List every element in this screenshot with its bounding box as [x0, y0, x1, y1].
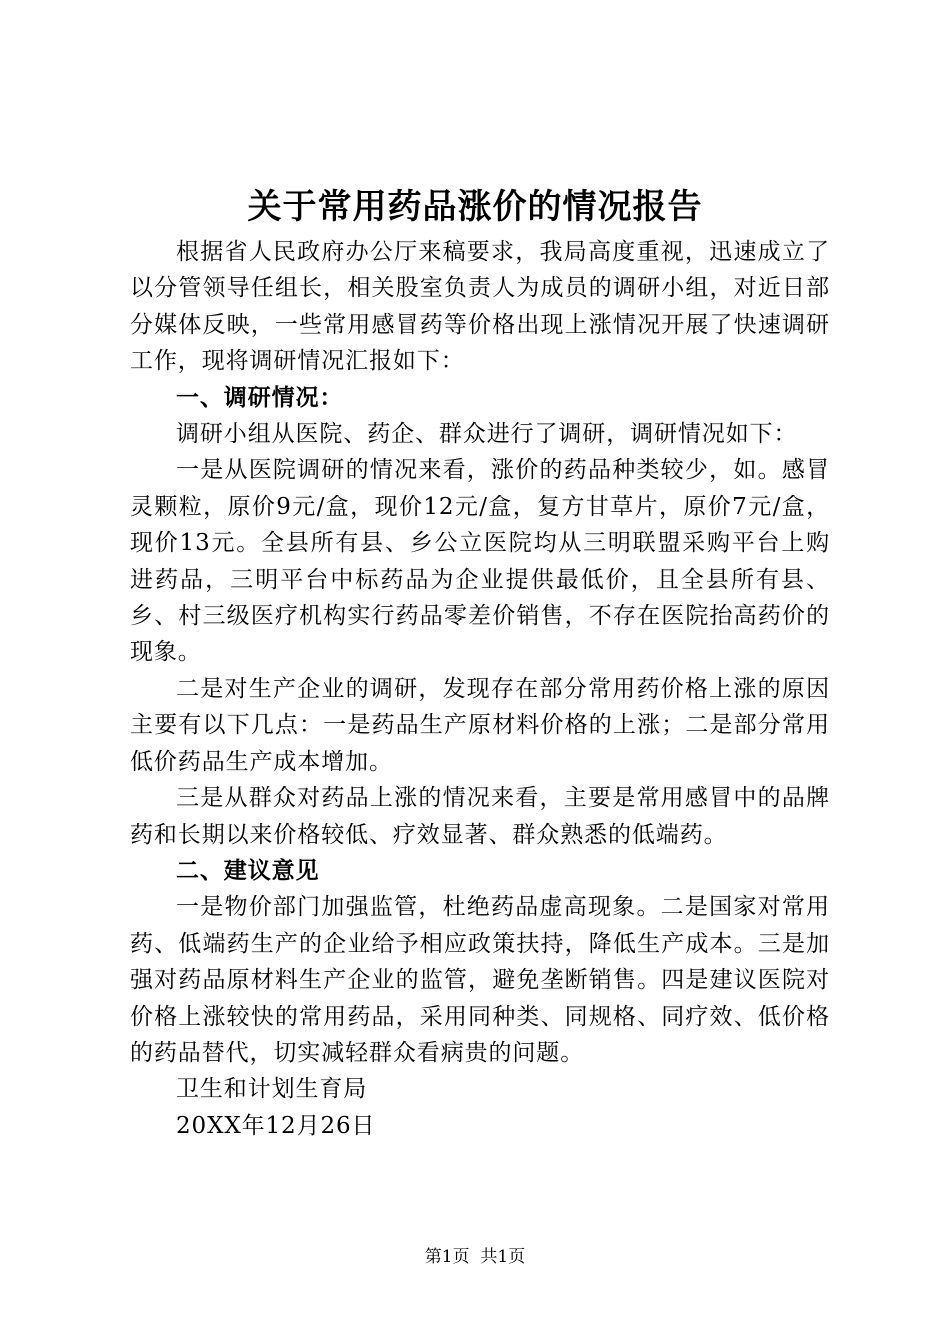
section-heading-suggestions: 二、建议意见 — [176, 856, 320, 884]
page-number-total: 共1页 — [480, 1247, 526, 1267]
page-number-current: 第1页 — [424, 1247, 470, 1267]
research-hospital-paragraph: 一是从医院调研的情况来看，涨价的药品种类较少，如。感冒灵颗粒，原价9元/盒，现价12元/盒，复方甘草片，原价7元/盒，现价13元。全县所有县、乡公立医院均从三明联盟采购平台上购进药品，三明平台中标药品为企业提供最低价，且全县所有县、乡、村三级医疗机构实行药品零差价销售，不存在医院抬高药价的现象。 — [130, 457, 830, 666]
document-title: 关于常用药品涨价的情况报告 — [247, 187, 703, 227]
intro-paragraph: 根据省人民政府办公厅来稿要求，我局高度重视，迅速成立了以分管领导任组长，相关股室负责人为成员的调研小组，对近日部分媒体反映，一些常用感冒药等价格出现上涨情况开展了快速调研工作，现将调研情况汇报如下： — [130, 239, 830, 375]
section-heading-research: 一、调研情况： — [176, 383, 344, 411]
suggestions-paragraph: 一是物价部门加强监管，杜绝药品虚高现象。二是国家对常用药、低端药生产的企业给予相应政策扶持，降低生产成本。三是加强对药品原材料生产企业的监管，避免垄断销售。四是建议医院对价格上涨较快的常用药品，采用同种类、同规格、同疗效、低价格的药品替代，切实减轻群众看病贵的问题。 — [130, 894, 830, 1066]
research-lead-paragraph: 调研小组从医院、药企、群众进行了调研，调研情况如下： — [176, 421, 798, 448]
document-body — [130, 234, 830, 1144]
research-public-paragraph: 三是从群众对药品上涨的情况来看，主要是常用感冒中的品牌药和长期以来价格较低、疗效显著、群众熟悉的低端药。 — [130, 785, 830, 848]
page-footer — [0, 1246, 950, 1268]
signature-organization: 卫生和计划生育局 — [176, 1076, 368, 1103]
signature-date: 20XX年12月26日 — [176, 1112, 376, 1139]
footer-separator — [470, 1247, 481, 1267]
research-enterprise-paragraph: 二是对生产企业的调研，发现存在部分常用药价格上涨的原因主要有以下几点：一是药品生产原材料价格的上涨；二是部分常用低价药品生产成本增加。 — [130, 675, 830, 775]
